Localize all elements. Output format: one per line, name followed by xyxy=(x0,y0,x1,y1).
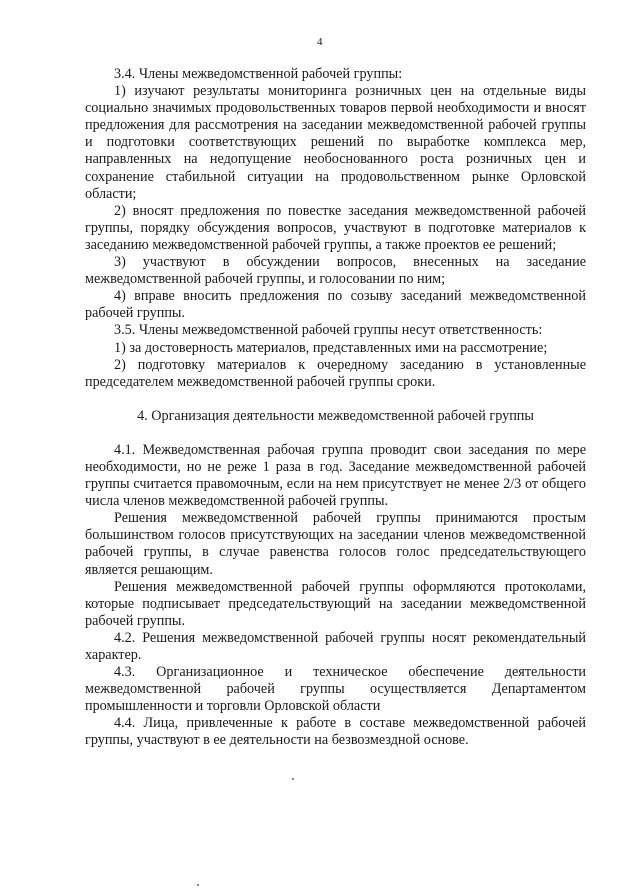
section-3-4-item-3: 3) участвуют в обсуждении вопросов, внесенных на заседание межведомственной рабочей группы, и голосовании по ним; xyxy=(85,254,586,288)
section-3-4-title: 3.4. Члены межведомственной рабочей группы: xyxy=(114,66,403,82)
section-3-4-item-1: 1) изучают результаты мониторинга розничных цен на отдельные виды социально значимых продовольственных товаров первой необходимости и вносят предложения для рассмотрения на заседании межведомственной рабочей группы и подготовки соответствующих решений по выработке комплекса мер, направленных на недопущение необоснованного роста розничных цен и сохранение стабильной ситуации на продовольственном рынке Орловской области; xyxy=(85,83,586,202)
section-3-5-item-2: 2) подготовку материалов к очередному заседанию в установленные председателем межведомственной рабочей группы сроки. xyxy=(85,356,586,390)
section-4-paragraph-5: 4.3. Организационное и техническое обеспечение деятельности межведомственной рабочей группы осуществляется Департаментом промышленности и торговли Орловской области xyxy=(85,664,586,715)
spacer xyxy=(85,391,586,408)
section-3-5-item-1: 1) за достоверность материалов, представленных ими на рассмотрение; xyxy=(114,339,548,356)
spacer xyxy=(85,425,586,442)
section-3-4-item-2: 2) вносят предложения по повестке заседания межведомственной рабочей группы, порядку обсуждения вопросов, участвуют в подготовке материалов к заседанию межведомственной рабочей группы, а также проектов ее решений; xyxy=(85,202,586,253)
section-3-5-title: 3.5. Члены межведомственной рабочей группы несут ответственность: xyxy=(114,322,543,339)
section-3-4-item-4: 4) вправе вносить предложения по созыву заседаний межведомственной рабочей группы. xyxy=(85,288,586,322)
section-4-paragraph-2: Решения межведомственной рабочей группы принимаются простым большинством голосов присутствующих на заседании членов межведомственной рабочей группы, в случае равенства голосов голос председательствующего является решающим. xyxy=(85,510,586,578)
page-number: 4 xyxy=(317,36,323,48)
section-4-paragraph-3: Решения межведомственной рабочей группы оформляются протоколами, которые подписывает председательствующий на заседании межведомственной рабочей группы. xyxy=(85,578,586,629)
section-4-paragraph-4: 4.2. Решения межведомственной рабочей группы носят рекомендательный характер. xyxy=(85,629,586,663)
document-body xyxy=(85,66,586,750)
section-4-heading: 4. Организация деятельности межведомственной рабочей группы xyxy=(137,407,534,424)
section-4-paragraph-1: 4.1. Межведомственная рабочая группа проводит свои заседания по мере необходимости, но не реже 1 раза в год. Заседание межведомственной рабочей группы считается правомочным, если на нем присутствует не менее 2/3 от общего числа членов межведомственной рабочей группы. xyxy=(85,441,586,510)
scan-speck xyxy=(292,778,294,780)
scan-speck xyxy=(197,884,199,886)
section-4-paragraph-6: 4.4. Лица, привлеченные к работе в составе межведомственной рабочей группы, участвуют в ее деятельности на безвозмездной основе. xyxy=(85,715,586,749)
